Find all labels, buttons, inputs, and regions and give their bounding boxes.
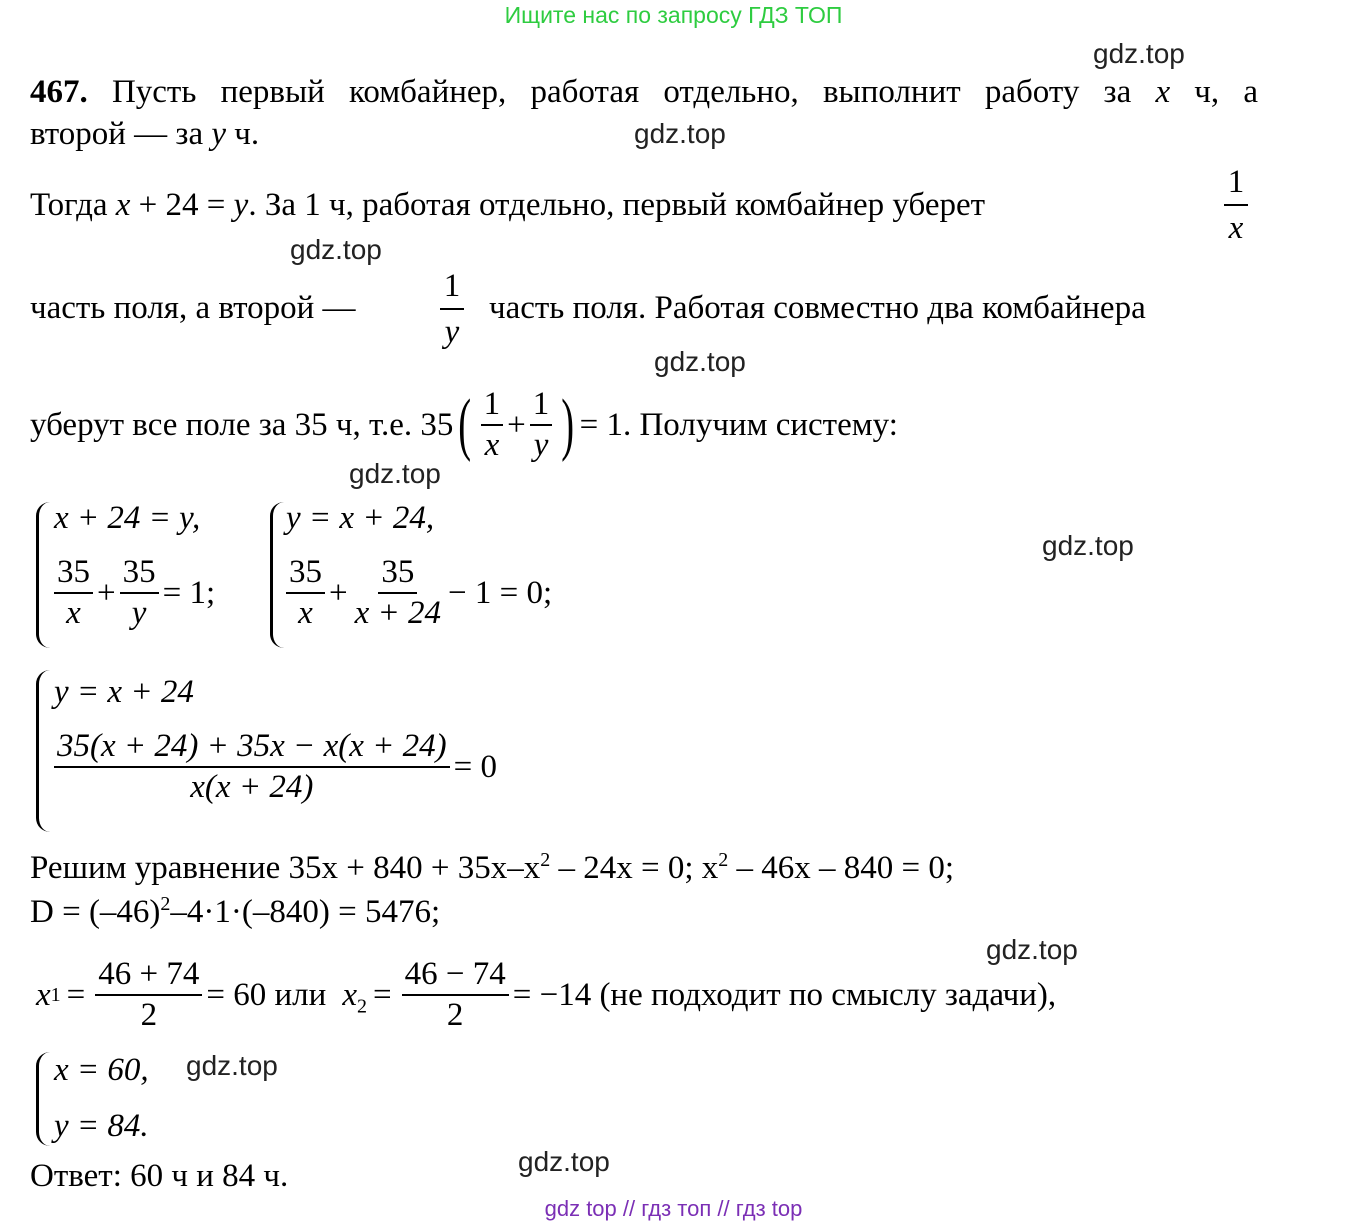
watermark: gdz.top: [518, 1146, 610, 1177]
system-2-line-1: y = x + 24,: [286, 500, 435, 536]
problem-line-2: второй — за y ч.: [30, 116, 260, 152]
fraction-1-over-x: $\frac{1}{x}$: [481, 388, 504, 462]
fraction-1-over-y: $\frac{1}{y}$: [530, 388, 553, 462]
problem-number: 467.: [30, 74, 88, 110]
watermark: gdz.top: [986, 934, 1078, 965]
system-brace: [36, 502, 51, 648]
discriminant-line: $D = (-46)^2-4\cdot 1\cdot(-840) = 5476$;: [30, 893, 441, 930]
answer-x: x = 60,: [54, 1052, 149, 1088]
watermark: gdz.top: [1093, 38, 1185, 69]
watermark: gdz.top: [290, 234, 382, 265]
watermark: gdz.top: [1042, 530, 1134, 561]
watermark: gdz.top: [634, 118, 726, 149]
text-line-4b: часть поля. Работая совместно два комбайнера: [489, 290, 1146, 326]
system-1-line-1: x + 24 = y,: [54, 500, 201, 536]
text-line-3: Тогда x + 24 = y. За 1 ч, работая отдельно, первый комбайнер уберет: [30, 187, 986, 223]
fraction-1-over-y: 1 y: [436, 266, 468, 352]
problem-line-1: 467. Пусть первый комбайнер, работая отдельно, выполнит работу за x ч, а: [30, 74, 1258, 110]
top-banner[interactable]: Ищите нас по запросу ГДЗ ТОП: [504, 2, 843, 28]
system-1-line-2: $\frac{35}{x}$ + $\frac{35}{y}$ = 1;: [50, 556, 215, 630]
roots-line: x 1 = $\frac{46 + 74}{2}$ = 60 или $x_2$ = $\frac{46 - 74}{2}$ = −14 (не подходит по смыслу задачи),: [36, 956, 1057, 1033]
watermark: gdz.top: [349, 458, 441, 489]
answer-line: Ответ: 60 ч и 84 ч.: [30, 1158, 289, 1194]
system-3-line-1: y = x + 24: [54, 674, 194, 710]
fraction-1-over-x: 1 x: [1218, 162, 1254, 248]
system-brace: [36, 1052, 51, 1146]
system-3-line-2: $\frac{35(x + 24) + 35x - x(x + 24)}{x(x + 24)}$ = 0: [50, 730, 497, 804]
watermark: gdz.top: [186, 1050, 278, 1081]
answer-y: y = 84.: [54, 1108, 149, 1144]
watermark: gdz.top: [654, 346, 746, 377]
system-2-line-2: $\frac{35}{x}$ + $\frac{35}{x + 24}$ − 1 = 0;: [282, 556, 552, 630]
footer-links[interactable]: gdz top // гдз топ // гдз top: [544, 1196, 803, 1221]
solve-line: Решим уравнение $35x + 840 + 35x-x^2 - 24x = 0$; $x^2 - 46x - 840 = 0$;: [30, 849, 955, 886]
text-line-4a: часть поля, а второй —: [30, 290, 356, 326]
system-brace: [36, 670, 51, 832]
text-line-5: уберут все поле за 35 ч, т.е. 35 ( $\frac{1}{x}$ + $\frac{1}{y}$ ) = 1. Получим систему:: [30, 386, 898, 463]
